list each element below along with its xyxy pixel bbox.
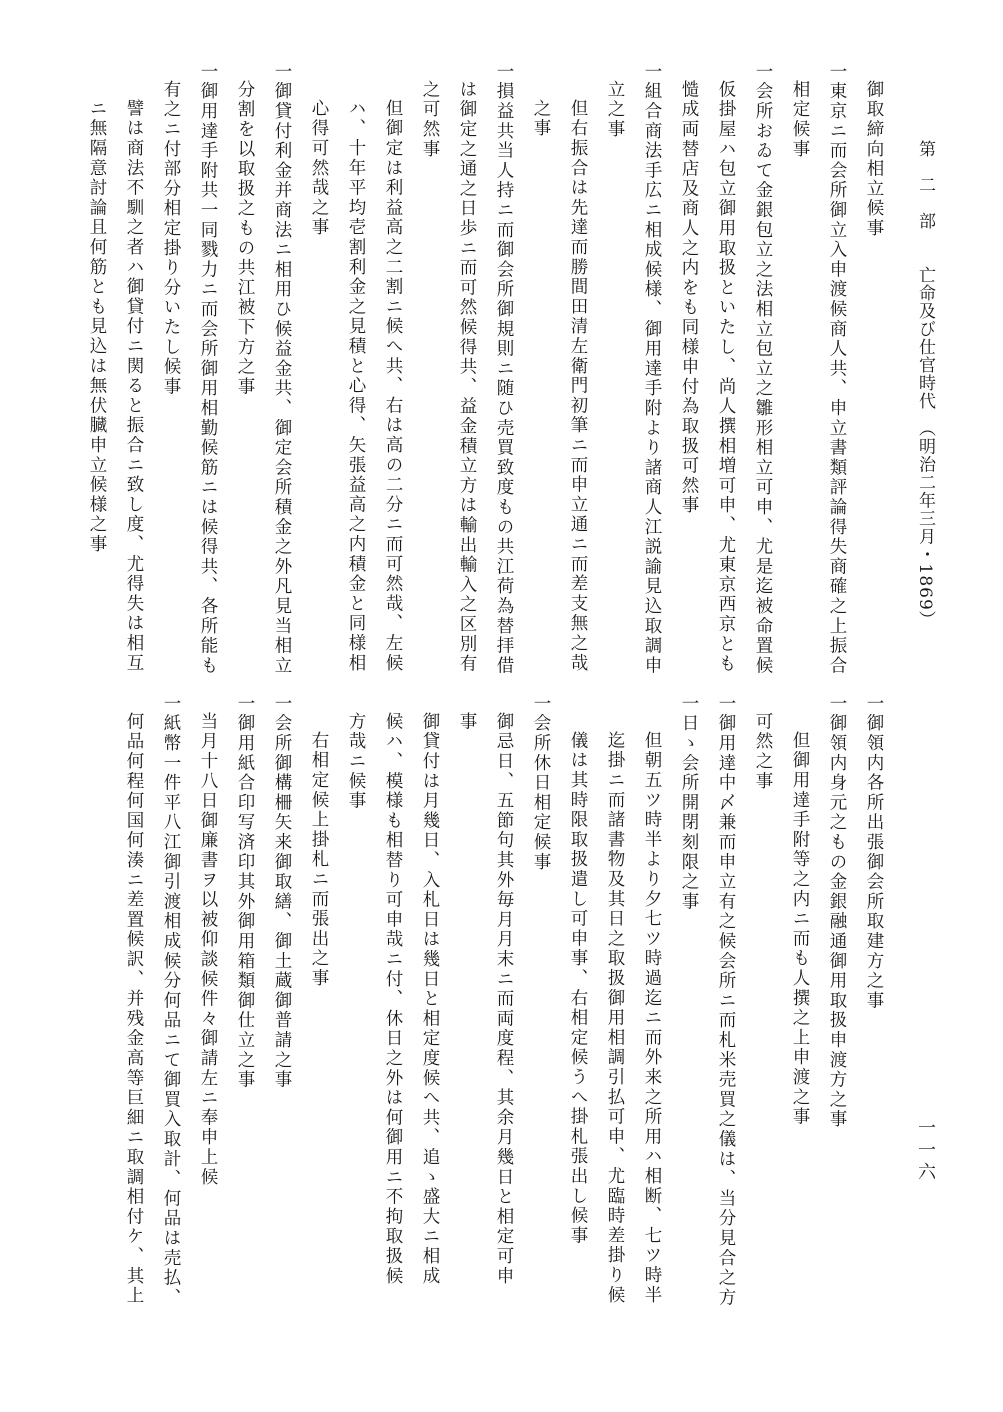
text-column: 相定候事 <box>790 80 810 160</box>
text-column: 但御定は利益高之二割ニ候へ共、右は高の二分ニ而可然哉、左候 <box>383 98 403 673</box>
text-column: 御忌日、五節句其外毎月月末ニ而両度程、其余月幾日と相定可申 <box>494 712 514 1287</box>
text-column: 一御領内身元之もの金銀融通御用取扱申渡方之事 <box>827 694 847 1130</box>
text-column: 一東京ニ而会所御立入申渡候商人共、申立書類評論得失商確之上振合 <box>827 62 847 676</box>
text-column: 儀は其時限取扱遣し可申事、右相定候うへ掛札張出し候事 <box>568 730 588 1246</box>
text-column: 迄掛ニ而諸書物及其日之取扱御用相調引払可申、尤臨時差掛り候 <box>605 730 625 1305</box>
text-column: ニ無隔意討論且何筋とも見込は無伏臓申立候様之事 <box>87 98 107 555</box>
text-column: 一損益共当人持ニ而御会所御規則ニ随ひ売買致度もの共江荷為替拝借 <box>494 62 514 676</box>
text-column: 但朝五ツ時半より夕七ツ時過迄ニ而外来之所用ハ相断、七ツ時半 <box>642 730 662 1305</box>
text-column: 心得可然哉之事 <box>309 98 329 238</box>
text-column: 但右振合は先達而勝間田清左衛門初筆ニ而申立通ニ而差支無之哉 <box>568 98 588 673</box>
text-column: 一会所休日相定候事 <box>531 694 551 873</box>
text-column: 右相定候上掛札ニ而張出之事 <box>309 730 329 989</box>
running-header: 第 二 部 亡命及び仕官時代 （明治二年三月・1869） <box>915 140 935 629</box>
text-column: 一御用紙合印写済印其外御用箱類御仕立之事 <box>235 694 255 1090</box>
text-column: 何品何程何国何湊ニ差置候訳、并残金高等巨細ニ取調相付ケ、其上 <box>124 712 144 1307</box>
text-column: は御定之通之日歩ニ而可然候得共、益金積立方は輸出輸入之区別有 <box>457 80 477 675</box>
text-column: 但御用達手附等之内ニ而も人撰之上申渡之事 <box>790 730 810 1127</box>
text-column: 事 <box>457 712 477 733</box>
text-column: 一御貸付利金并商法ニ相用ひ候益金共、御定会所積金之外凡見当相立 <box>272 62 292 676</box>
upper-text-block <box>87 62 892 676</box>
text-column: 御取締向相立候事 <box>864 80 884 239</box>
text-column: 可然之事 <box>753 712 773 792</box>
text-column: 分割を以取扱之もの共江被下方之事 <box>235 80 255 398</box>
text-column: 一組合商法手広ニ相成候様、御用達手附より諸商人江説諭見込取調申 <box>642 62 662 676</box>
text-column: ハ、十年平均壱割利金之見積と心得、矢張益高之内積金と同様相 <box>346 98 366 673</box>
lower-text-block <box>72 694 892 1306</box>
text-column: 譬は商法不馴之者ハ御貸付ニ関ると振合ニ致し度、尤得失は相互 <box>124 98 144 673</box>
page-number: 一一六 <box>915 1118 936 1184</box>
text-column: 之可然事 <box>420 80 440 160</box>
text-column: 一御用達中〆兼而申立有之候会所ニ而札米売買之儀は、当分見合之方 <box>716 694 736 1308</box>
text-column: 一会所御構柵矢来御取繕、御土蔵御普請之事 <box>272 694 292 1090</box>
text-column: 仮掛屋ハ包立御用取扱といたし、尚人撰相増可申、尤東京西京とも <box>716 80 736 675</box>
text-column: 有之ニ付部分相定掛り分いたし候事 <box>161 80 181 398</box>
text-column: 御貸付は月幾日、入札日は幾日と相定度候へ共、追ゝ盛大ニ相成 <box>420 712 440 1287</box>
text-column: 立之事 <box>605 80 625 140</box>
text-column: 当月十八日御廉書ヲ以被仰談候件々御請左ニ奉申上候 <box>198 712 218 1188</box>
text-column: 方哉ニ候事 <box>346 712 366 812</box>
text-column: 之事 <box>531 98 551 139</box>
text-column: 一御用達手附共一同戮力ニ而会所御用相勤候筋ニは候得共、各所能も <box>198 62 218 676</box>
text-column: 一紙幣一件平八江御引渡相成候分何品ニて御買入取計、何品は売払、 <box>161 694 181 1308</box>
text-column: 一日ゝ会所開閉刻限之事 <box>679 694 699 912</box>
text-column: 一御領内各所出張御会所取建方之事 <box>864 694 884 1011</box>
text-column: 候ハ、模様も相替り可申哉ニ付、休日之外は何御用ニ不拘取扱候 <box>383 712 403 1287</box>
text-column: 慥成両替店及商人之内をも同様申付為取扱可然事 <box>679 80 699 516</box>
text-column: 一会所おゐて金銀包立之法相立包立之雛形相立可申、尤是迄被命置候 <box>753 62 773 676</box>
